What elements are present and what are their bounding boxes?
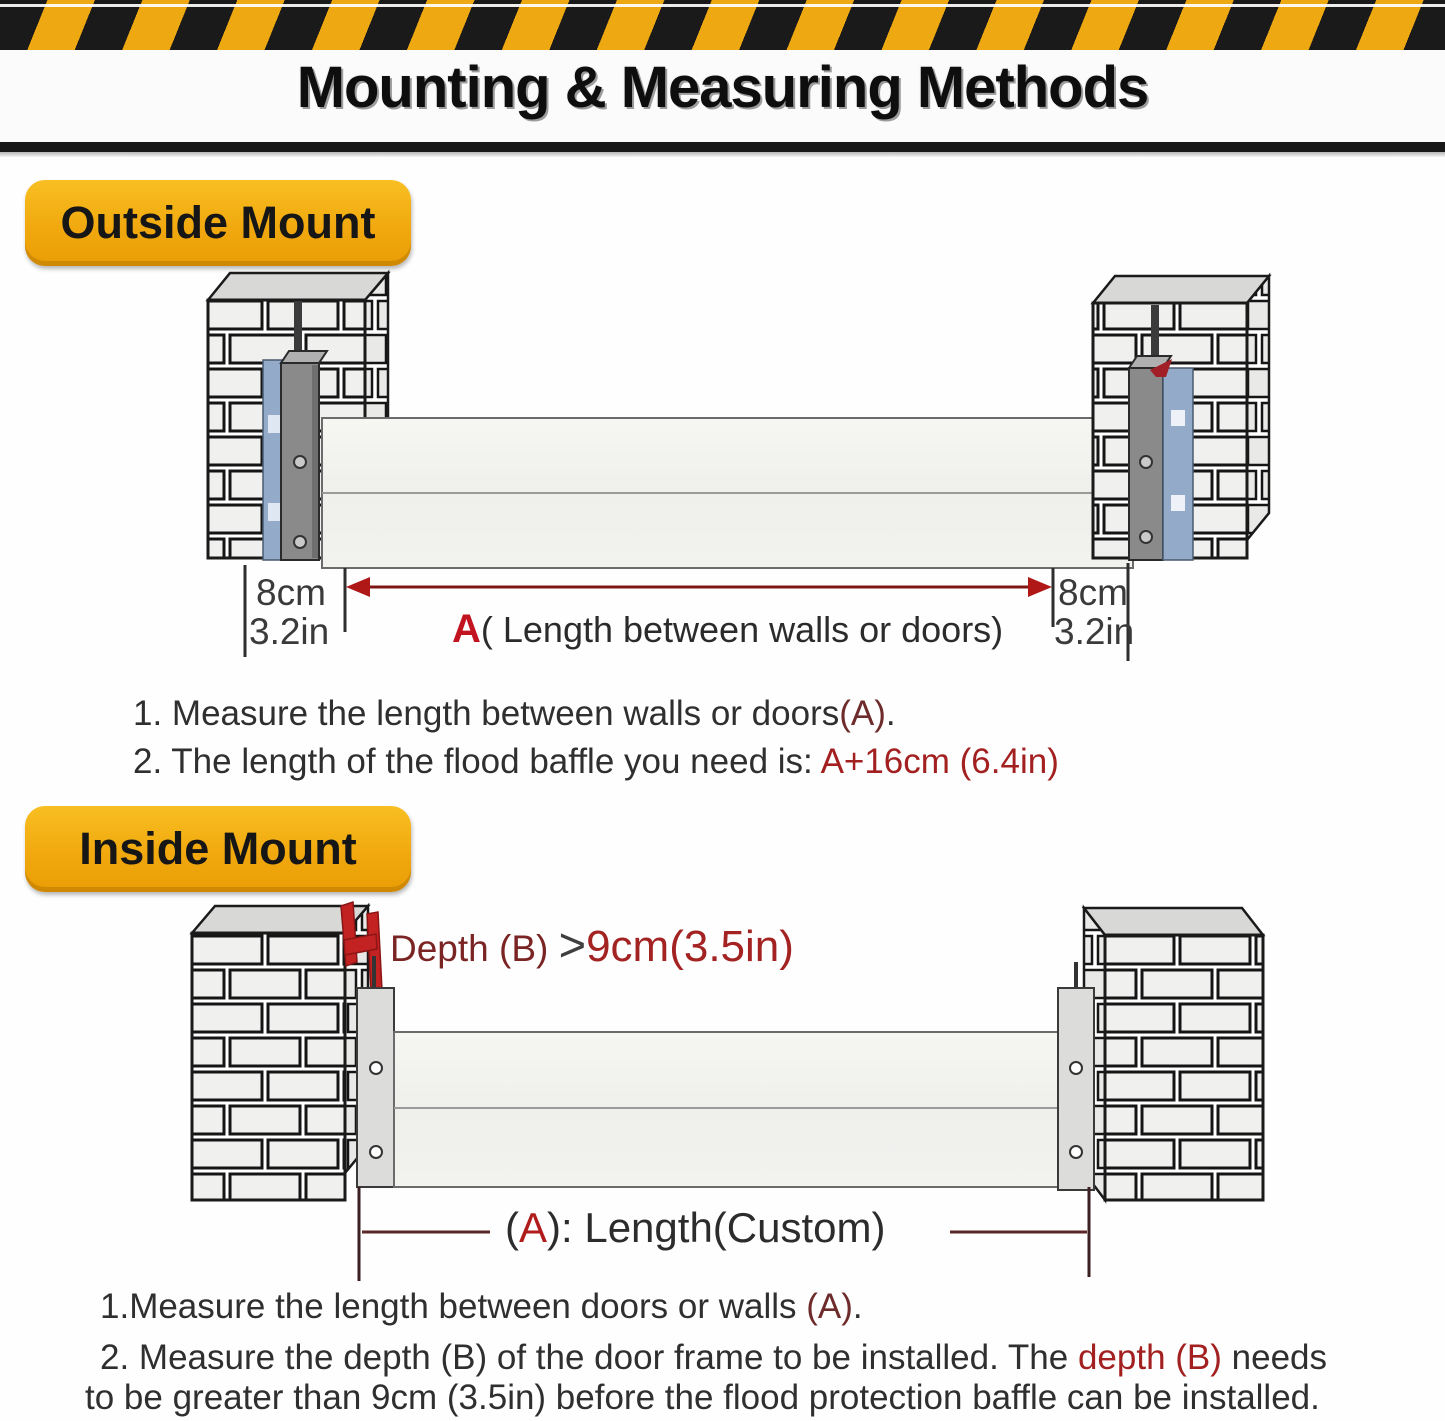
span-a-letter: A [452,607,481,651]
depth-annotation: Depth (B) >9cm(3.5in) [390,918,794,971]
mount-channel-left [357,956,394,1187]
page-title: Mounting & Measuring Methods [296,55,1149,120]
screw [370,1062,382,1074]
left-gap-cm: 8cm [256,572,326,613]
mount-channel-right [1058,962,1094,1190]
brick-pillar-left [192,906,368,1200]
screw [294,456,306,468]
screw [294,536,306,548]
hazard-tape-seam [0,4,1445,7]
length-custom-annotation: (A): Length(Custom) [505,1204,886,1251]
seal-strip-blue [263,360,282,560]
inside-mount-label: Inside Mount [25,806,411,892]
outside-step-1: 1. Measure the length between walls or doors(A). [133,694,896,733]
inside-step-2-cont: to be greater than 9cm (3.5in) before the flood protection baffle can be installed. [85,1378,1320,1417]
right-gap-cm: 8cm [1058,572,1128,613]
seal-strip-blue [1163,368,1193,560]
left-gap-in: 3.2in [249,611,330,652]
header-divider-shadow [0,152,1445,157]
mount-channel-left [263,351,327,560]
span-a-label: A( Length between walls or doors) [452,607,1004,651]
flood-barrier-panel [394,1032,1060,1187]
inside-step-1: 1.Measure the length between doors or walls (A). [100,1287,863,1326]
screw [1070,1146,1082,1158]
hazard-stripe-band [0,0,1445,50]
outside-step-2: 2. The length of the flood baffle you need is: A+16cm (6.4in) [133,742,1059,781]
flood-barrier-panel [322,418,1133,568]
mount-channel-right [1129,356,1193,560]
screw [1140,456,1152,468]
brick-pillar-right [1084,908,1263,1200]
greater-than-sign: > [558,918,587,971]
outside-mount-diagram [0,265,1445,665]
screw [1140,531,1152,543]
inside-step-2: 2. Measure the depth (B) of the door frame to be installed. The depth (B) needs [100,1338,1328,1377]
screw [370,1146,382,1158]
header-divider-bar [0,142,1445,152]
span-arrow [346,577,1052,597]
right-gap-in: 3.2in [1054,611,1135,652]
outside-mount-label: Outside Mount [25,180,411,266]
screw [1070,1062,1082,1074]
